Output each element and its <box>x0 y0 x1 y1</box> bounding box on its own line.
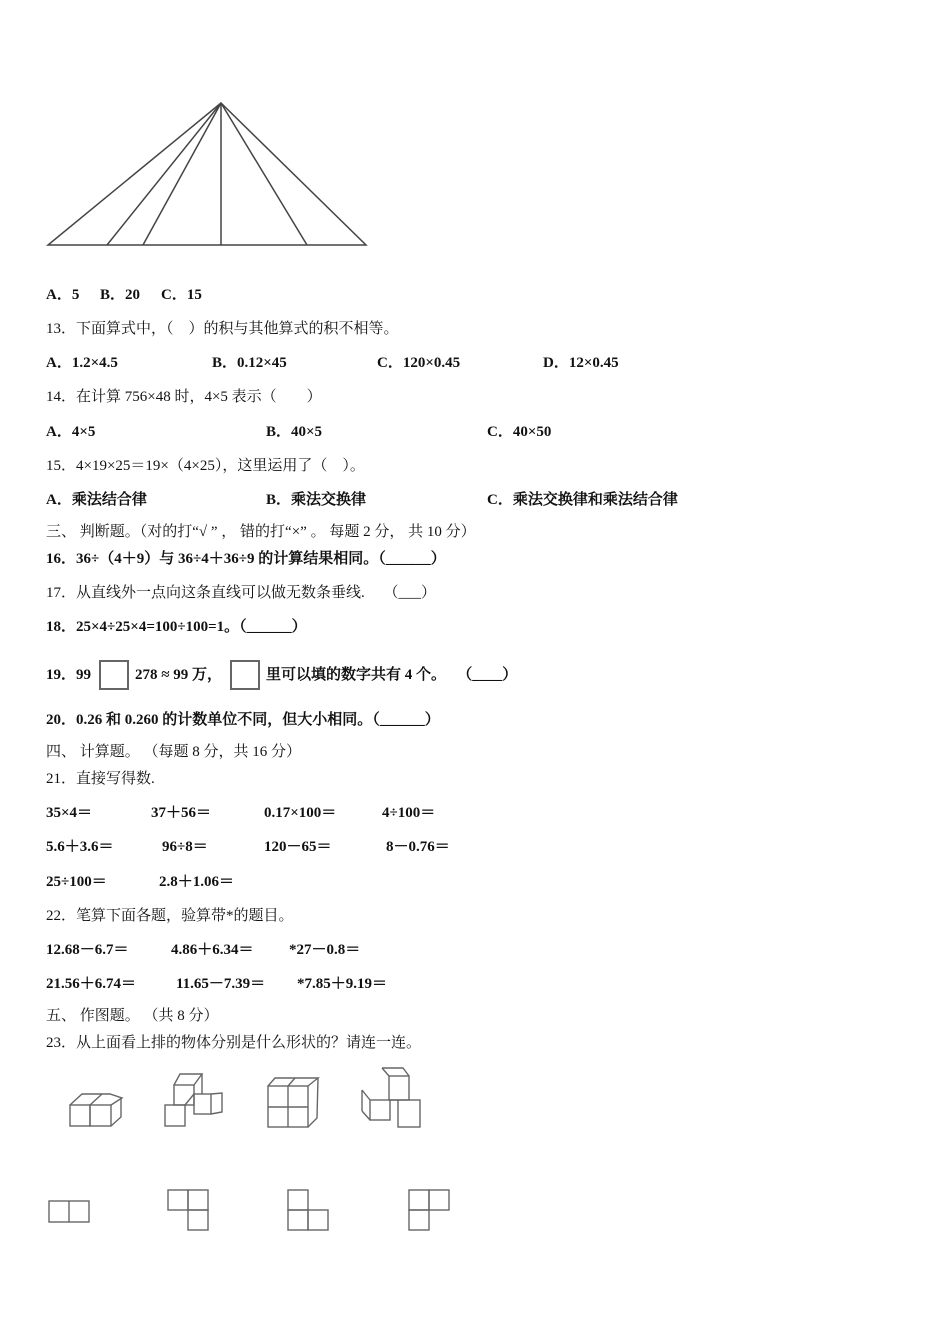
q21-row <box>46 872 244 892</box>
q14-option-c: C．40×50 <box>487 424 552 440</box>
q14-options <box>46 422 561 442</box>
q12-option-b: B．20 <box>100 287 141 303</box>
q22-row <box>46 940 370 960</box>
section-3-heading: 三、 判断题。（对的打“√ ” ， 错的打“×” 。 每题 2 分， 共 10 分） <box>46 524 476 540</box>
q13-option-d: D．12×0.45 <box>543 355 619 371</box>
q21-item: 96÷8＝ <box>162 839 208 855</box>
q20: 20．0.26 和 0.260 的计数单位不同，但大小相同。（______） <box>46 712 440 728</box>
q19 <box>46 657 527 693</box>
q22-item: 12.68－6.7＝ <box>46 942 129 958</box>
cube-figure-4 <box>362 1068 420 1127</box>
q22-item: *27－0.8＝ <box>289 942 361 958</box>
q14-option-b: B．40×5 <box>266 424 323 440</box>
section-4-heading: 四、 计算题。 （每题 8 分，共 16 分） <box>46 744 302 760</box>
q19-part3: 里可以填的数字共有 4 个。 （____） <box>266 667 518 683</box>
section-5-heading: 五、 作图题。 （共 8 分） <box>46 1008 219 1024</box>
cube-figure-3 <box>268 1078 318 1127</box>
q14-option-a: A．4×5 <box>46 424 96 440</box>
q22-stem: 22．笔算下面各题，验算带*的题目。 <box>46 908 294 924</box>
q21-item: 2.8＋1.06＝ <box>159 874 235 890</box>
q14-stem: 14．在计算 756×48 时，4×5 表示（ ） <box>46 389 322 405</box>
top-view-2 <box>168 1190 208 1230</box>
q21-item: 4÷100＝ <box>382 805 436 821</box>
q13-option-b: B．0.12×45 <box>212 355 287 371</box>
q19-part2: 278 ≈ 99 万， <box>135 667 222 683</box>
cube-figure-1 <box>70 1094 122 1126</box>
q23-stem: 23．从上面看上排的物体分别是什么形状的？请连一连。 <box>46 1035 422 1051</box>
q22-item: 4.86＋6.34＝ <box>171 942 254 958</box>
q18: 18．25×4÷25×4=100÷100=1。（______） <box>46 619 307 635</box>
q19-part1: 19．99 <box>46 667 92 683</box>
q22-item: 11.65－7.39＝ <box>176 976 266 992</box>
q21-row <box>46 803 445 823</box>
q21-item: 8－0.76＝ <box>386 839 450 855</box>
q13-options <box>46 353 629 373</box>
top-view-1 <box>49 1201 89 1222</box>
q21-item: 5.6＋3.6＝ <box>46 839 114 855</box>
q17: 17．从直线外一点向这条直线可以做无数条垂线. （___） <box>46 585 437 601</box>
q21-item: 37＋56＝ <box>151 805 212 821</box>
q21-stem: 21．直接写得数. <box>46 771 155 787</box>
q13-stem: 13．下面算式中，（ ）的积与其他算式的积不相等。 <box>46 321 399 337</box>
top-view-4 <box>409 1190 449 1230</box>
q15-options <box>46 490 688 510</box>
q22-row <box>46 974 397 994</box>
q22-item: *7.85＋9.19＝ <box>297 976 388 992</box>
top-view-3 <box>288 1190 328 1230</box>
q15-option-c: C．乘法交换律和乘法结合律 <box>487 492 678 508</box>
q12-option-c: C．15 <box>161 287 202 303</box>
answer-box <box>230 660 260 690</box>
q15-option-a: A．乘法结合律 <box>46 492 147 508</box>
q15-stem: 15．4×19×25＝19×（4×25），这里运用了（ ）。 <box>46 458 365 474</box>
q21-item: 25÷100＝ <box>46 874 107 890</box>
q21-item: 35×4＝ <box>46 805 93 821</box>
q15-option-b: B．乘法交换律 <box>266 492 367 508</box>
cube-figure-2 <box>165 1074 222 1126</box>
q13-option-a: A．1.2×4.5 <box>46 355 118 371</box>
q21-item: 120－65＝ <box>264 839 332 855</box>
answer-box <box>99 660 129 690</box>
triangle-figure <box>48 103 366 245</box>
q21-row <box>46 837 460 857</box>
q16: 16．36÷（4＋9）与 36÷4＋36÷9 的计算结果相同。（______） <box>46 551 446 567</box>
q13-option-c: C．120×0.45 <box>377 355 461 371</box>
q21-item: 0.17×100＝ <box>264 805 337 821</box>
q12-option-a: A．5 <box>46 287 80 303</box>
q22-item: 21.56＋6.74＝ <box>46 976 137 992</box>
q12-options <box>46 285 212 305</box>
